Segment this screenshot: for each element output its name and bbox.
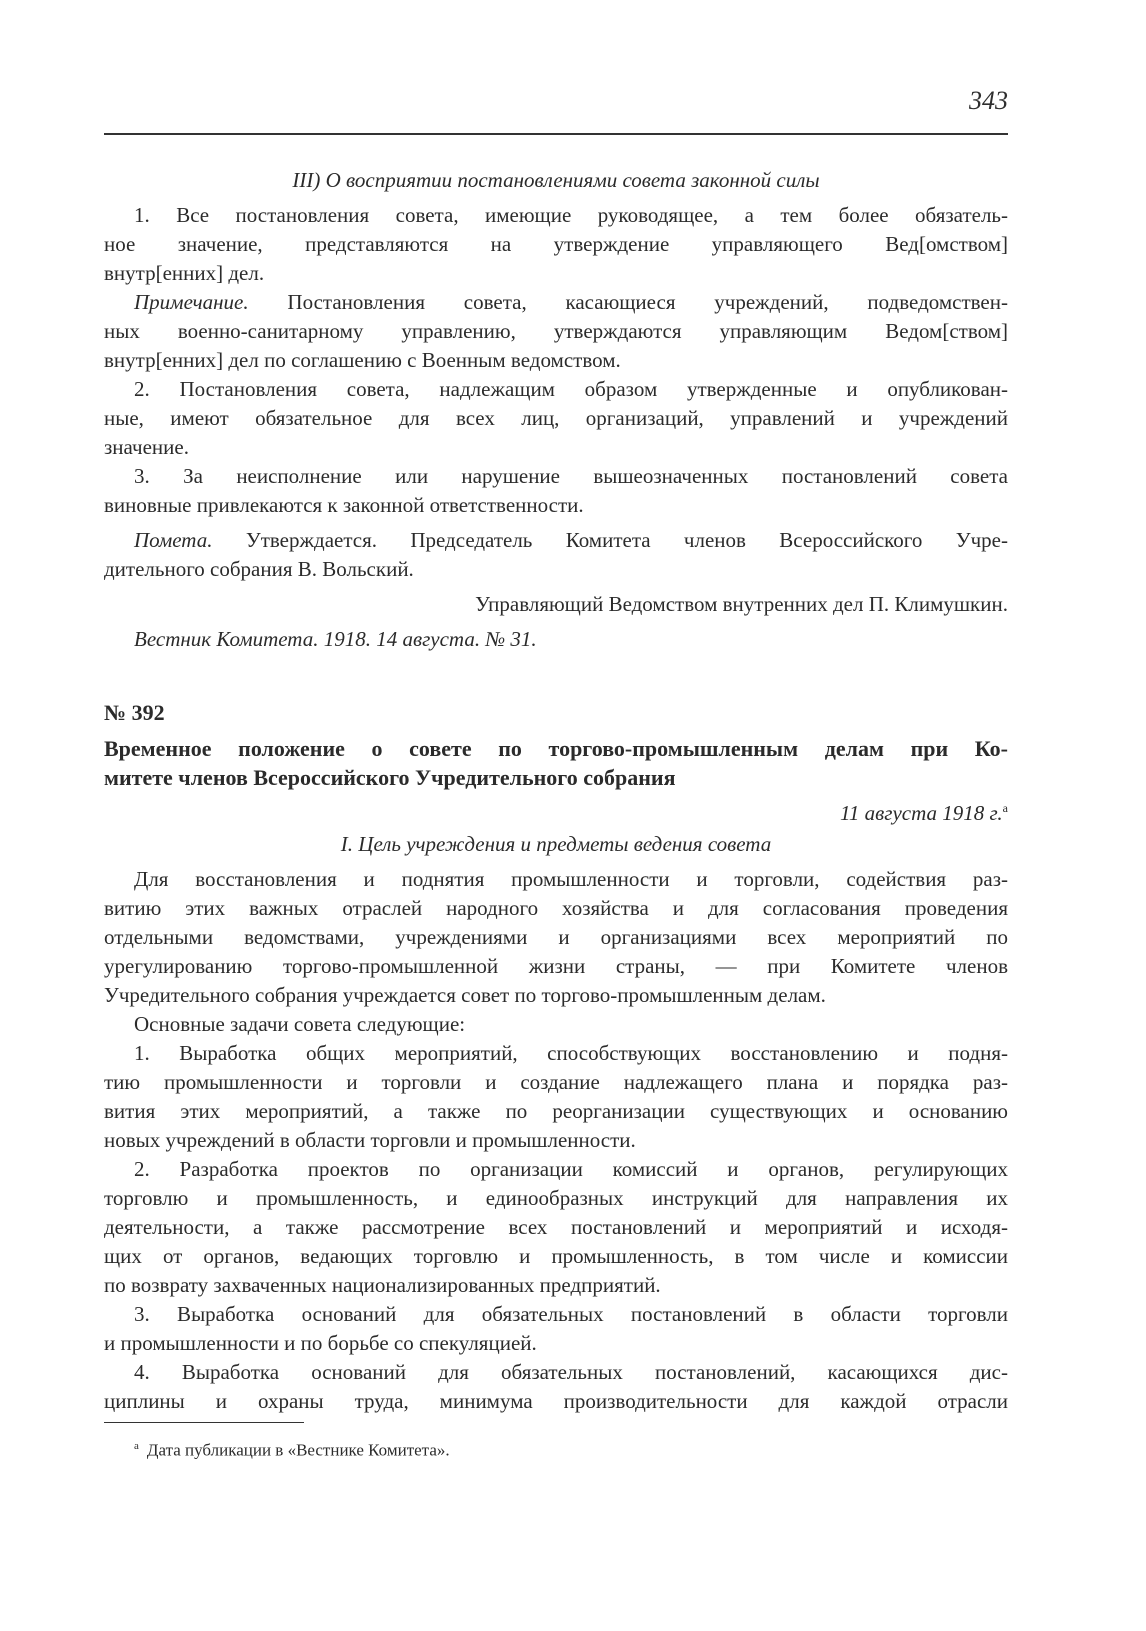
text-line bbox=[104, 526, 1008, 555]
text-line: ное значение, представляются на утверждение управляющего Вед[омством] bbox=[104, 232, 1008, 256]
pometa-text: Утверждается. Председатель Комитета членов Всероссийского Учре- bbox=[212, 528, 1008, 552]
paragraph-1 bbox=[104, 201, 1008, 288]
document-title bbox=[104, 734, 1008, 792]
text-line: урегулированию торгово-промышленной жизни страны, — при Комитете членов bbox=[104, 954, 1008, 978]
paragraph-3 bbox=[104, 462, 1008, 520]
task-item-2 bbox=[104, 1155, 1008, 1300]
page-number: 343 bbox=[969, 86, 1008, 115]
section-heading: I. Цель учреждения и предметы ведения совета bbox=[340, 832, 772, 856]
text-line: 3. Выработка оснований для обязательных постановлений в области торговли bbox=[134, 1302, 1008, 1326]
footnote-marker: а bbox=[1002, 801, 1008, 815]
date-text: 11 августа 1918 г. bbox=[839, 801, 1003, 825]
text-line: 3. За неисполнение или нарушение вышеозначенных постановлений совета bbox=[134, 464, 1008, 488]
text-line: дительного собрания В. Вольский. bbox=[104, 557, 414, 581]
footnote-mark: а bbox=[134, 1440, 139, 1452]
text-line bbox=[104, 288, 1008, 317]
text-line: 1. Выработка общих мероприятий, способствующих восстановлению и подня- bbox=[134, 1041, 1008, 1065]
text-line: 4. Выработка оснований для обязательных постановлений, касающихся дис- bbox=[134, 1360, 1008, 1384]
text-line: внутр[енних] дел. bbox=[104, 261, 265, 285]
text-line: циплины и охраны труда, минимума производительности для каждой отрасли bbox=[104, 1389, 1008, 1413]
text-line: внутр[енних] дел по соглашению с Военным ведомством. bbox=[104, 348, 621, 372]
text-line: 1. Все постановления совета, имеющие руководящее, а тем более обязатель- bbox=[134, 203, 1008, 227]
section-heading: III) О восприятии постановлениями совета законной силы bbox=[292, 168, 820, 192]
footnote-rule bbox=[104, 1422, 304, 1423]
text-line: ных военно-санитарному управлению, утверждаются управляющим Ведом[ством] bbox=[104, 319, 1008, 343]
document-number: № 392 bbox=[104, 700, 165, 725]
pometa-paragraph bbox=[104, 526, 1008, 584]
note-text: Постановления совета, касающиеся учреждений, подведомствен- bbox=[248, 290, 1008, 314]
signature: Управляющий Ведомством внутренних дел П. Климушкин. bbox=[475, 592, 1008, 616]
intro-paragraph bbox=[104, 865, 1008, 1010]
text-line: торговлю и промышленность, и единообразных инструкций для направления их bbox=[104, 1186, 1008, 1210]
note-label: Примечание. bbox=[134, 290, 249, 314]
text-line: щих от органов, ведающих торговлю и промышленность, в том числе и комиссии bbox=[104, 1244, 1008, 1268]
task-item-4 bbox=[104, 1358, 1008, 1416]
text-line: 2. Разработка проектов по организации комиссий и органов, регулирующих bbox=[134, 1157, 1008, 1181]
task-item-3 bbox=[104, 1300, 1008, 1358]
text-line: тию промышленности и торговли и создание надлежащего плана и порядка раз- bbox=[104, 1070, 1008, 1094]
text-line: по возврату захваченных национализированных предприятий. bbox=[104, 1273, 661, 1297]
text-line: виновные привлекаются к законной ответственности. bbox=[104, 493, 584, 517]
source-citation: Вестник Комитета. 1918. 14 августа. № 31. bbox=[134, 627, 537, 651]
paragraph-2 bbox=[104, 375, 1008, 462]
document-body bbox=[104, 166, 1008, 1416]
footnote-text: Дата публикации в «Вестнике Комитета». bbox=[146, 1440, 450, 1460]
note-paragraph bbox=[104, 288, 1008, 375]
text-line: витию этих важных отраслей народного хозяйства и для согласования проведения bbox=[104, 896, 1008, 920]
pometa-label: Помета. bbox=[134, 528, 213, 552]
text-line: ные, имеют обязательное для всех лиц, организаций, управлений и учреждений bbox=[104, 406, 1008, 430]
text-line: отдельными ведомствами, учреждениями и организациями всех мероприятий по bbox=[104, 925, 1008, 949]
task-item-1 bbox=[104, 1039, 1008, 1155]
text-line: Для восстановления и поднятия промышленности и торговли, содействия раз- bbox=[134, 867, 1008, 891]
text-line: Учредительного собрания учреждается совет по торгово-промышленным делам. bbox=[104, 983, 826, 1007]
tasks-intro: Основные задачи совета следующие: bbox=[134, 1012, 466, 1036]
title-line: Временное положение о совете по торгово-промышленным делам при Ко- bbox=[104, 736, 1008, 761]
text-line: 2. Постановления совета, надлежащим образом утвержденные и опубликован- bbox=[134, 377, 1008, 401]
text-line: новых учреждений в области торговли и промышленности. bbox=[104, 1128, 636, 1152]
title-line: митете членов Всероссийского Учредительного собрания bbox=[104, 765, 676, 790]
text-line: деятельности, а также рассмотрение всех постановлений и мероприятий и исходя- bbox=[104, 1215, 1008, 1239]
text-line: значение. bbox=[104, 435, 189, 459]
footnote bbox=[134, 1435, 450, 1462]
header-rule bbox=[104, 133, 1008, 135]
text-line: вития этих мероприятий, а также по реорганизации существующих и основанию bbox=[104, 1099, 1008, 1123]
document-date bbox=[104, 792, 1008, 824]
text-line: и промышленности и по борьбе со спекуляцией. bbox=[104, 1331, 537, 1355]
